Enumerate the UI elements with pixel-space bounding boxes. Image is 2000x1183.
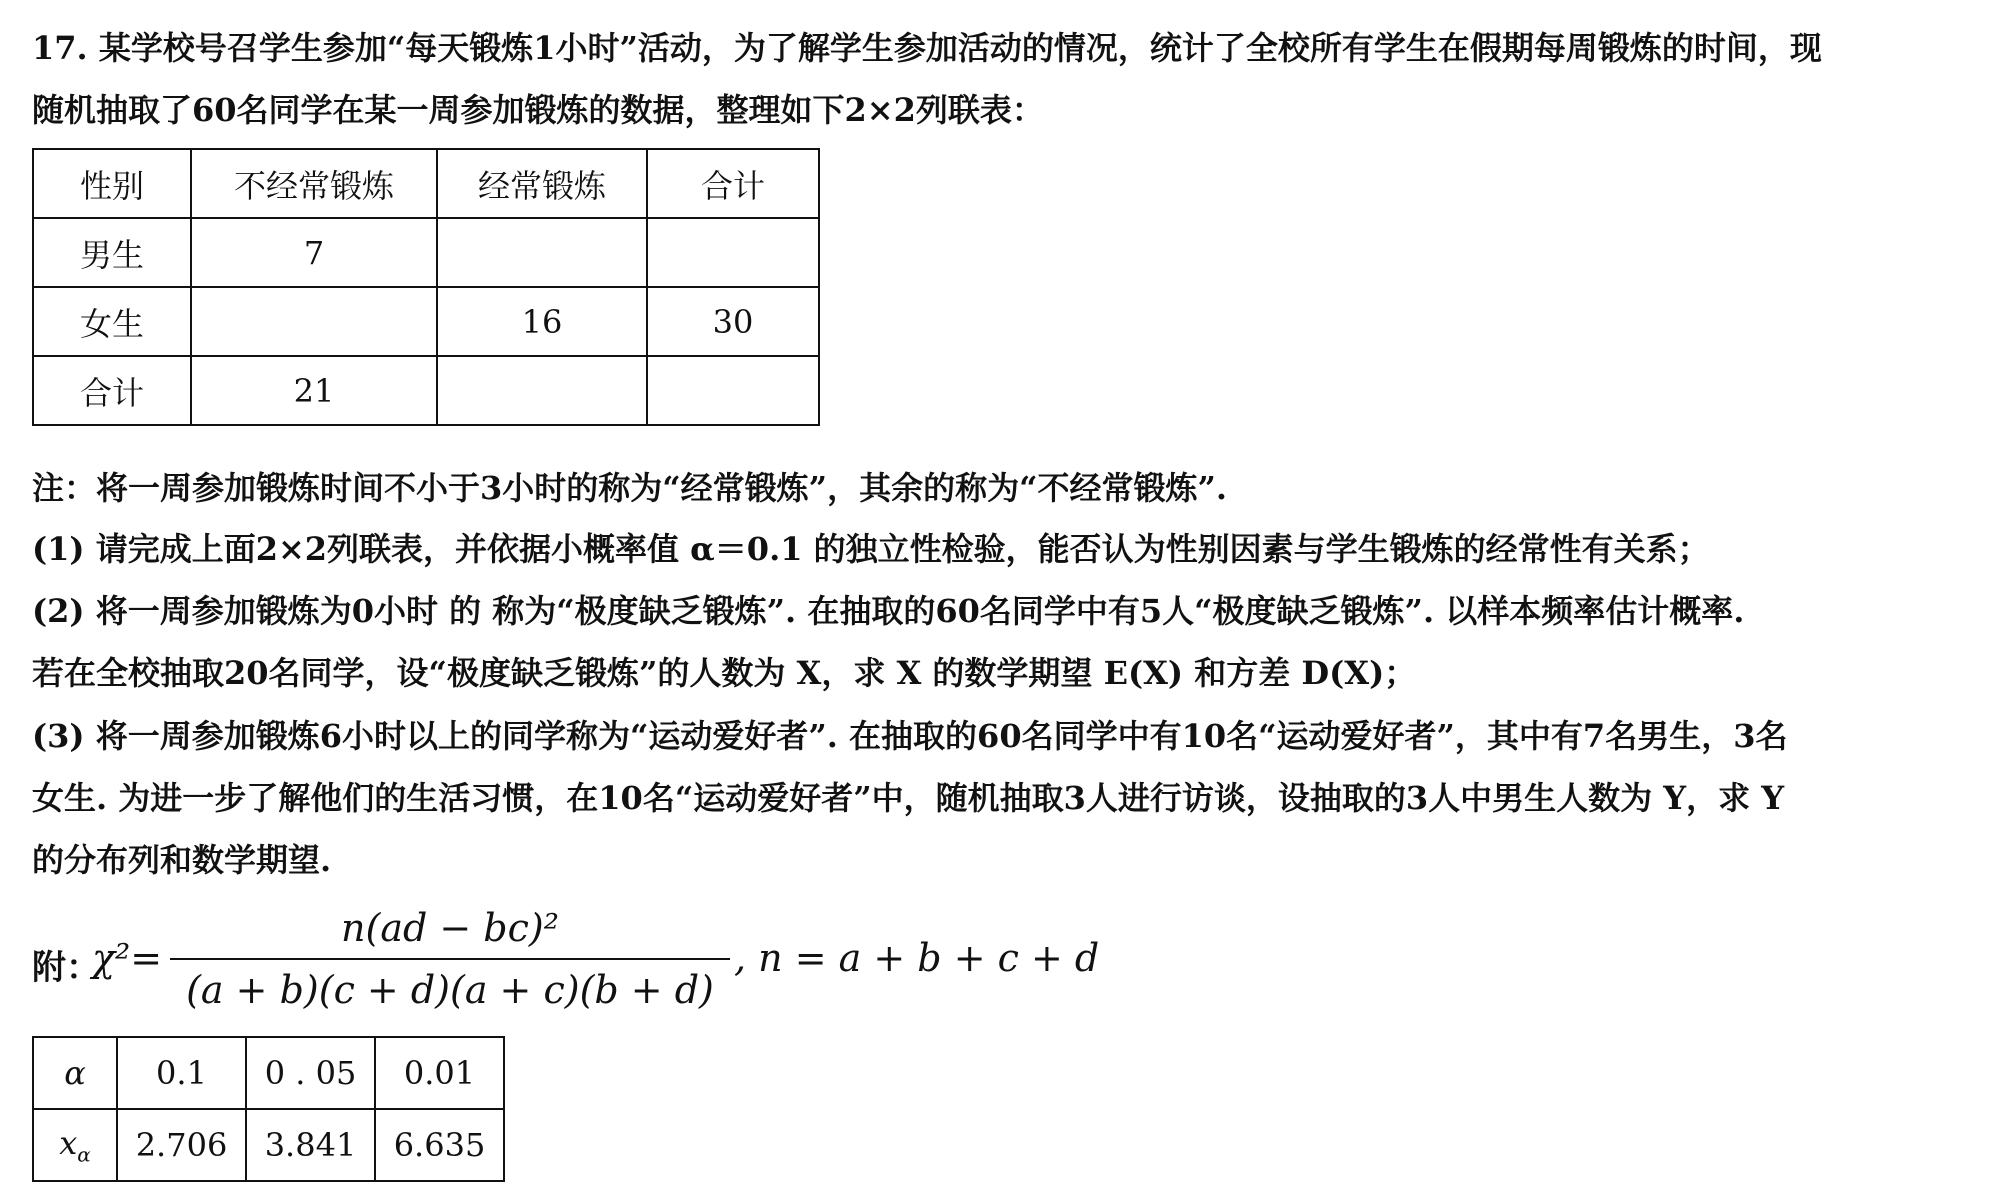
table-row — [33, 356, 819, 425]
cell-total-not-frequent: 21 — [191, 356, 437, 425]
cell-male-not-frequent: 7 — [191, 218, 437, 287]
part-2-text-b: 若在全校抽取20名同学，设“极度缺乏锻炼”的人数为 X，求 X 的数学期望 E(X) 和方差 D(X)； — [32, 654, 1417, 692]
formula-denominator: (a + b)(c + d)(a + c)(b + d) — [186, 968, 714, 1012]
header-total: 合计 — [647, 149, 819, 218]
cell-male-total — [647, 218, 819, 287]
cell-female-frequent: 16 — [437, 287, 647, 356]
part-1-text: (1) 请完成上面2×2列联表，并依据小概率值 α＝0.1 的独立性检验，能否认为性别因素与学生锻炼的经常性有关系； — [32, 530, 1710, 568]
part-2-text-a: (2) 将一周参加锻炼为0小时 的 称为“极度缺乏锻炼”. 在抽取的60名同学中有5人“极度缺乏锻炼”. 以样本频率估计概率. — [32, 592, 1745, 630]
formula-numerator: n(ad − bc)² — [341, 906, 559, 950]
cell-female-not-frequent — [191, 287, 437, 356]
fraction-bar — [170, 958, 730, 960]
row-label-total: 合计 — [33, 356, 191, 425]
alpha-label: α — [33, 1037, 117, 1109]
alpha-value-2: 0 . 05 — [246, 1037, 375, 1109]
chi-square-formula — [32, 902, 1132, 1022]
x-alpha-base: x — [59, 1123, 78, 1162]
part-3-text-a: (3) 将一周参加锻炼6小时以上的同学称为“运动爱好者”. 在抽取的60名同学中有10名“运动爱好者”，其中有7名男生，3名 — [32, 717, 1788, 755]
contingency-table — [32, 148, 820, 426]
part-3-text-b: 女生. 为进一步了解他们的生活习惯，在10名“运动爱好者”中，随机抽取3人进行访谈，设抽取的3人中男生人数为 Y，求 Y — [32, 779, 1785, 817]
note-text: 注：将一周参加锻炼时间不小于3小时的称为“经常锻炼”，其余的称为“不经常锻炼”. — [32, 469, 1228, 507]
x-alpha-label — [33, 1109, 117, 1181]
row-label-male: 男生 — [33, 218, 191, 287]
cell-male-frequent — [437, 218, 647, 287]
problem-line-2: 随机抽取了60名同学在某一周参加锻炼的数据，整理如下2×2列联表： — [32, 91, 1044, 129]
problem-line-1: 17. 某学校号召学生参加“每天锻炼1小时”活动，为了解学生参加活动的情况，统计了全校所有学生在假期每周锻炼的时间，现 — [32, 29, 1822, 67]
row-label-female: 女生 — [33, 287, 191, 356]
table-header-row — [33, 149, 819, 218]
header-gender: 性别 — [33, 149, 191, 218]
x-alpha-subscript: α — [77, 1142, 91, 1167]
table-row — [33, 1037, 504, 1109]
table-row — [33, 287, 819, 356]
formula-lhs: χ²= — [92, 936, 163, 980]
alpha-value-1: 0.1 — [117, 1037, 246, 1109]
formula-fraction — [170, 902, 730, 1016]
cell-total-frequent — [437, 356, 647, 425]
formula-prefix: 附： — [32, 948, 100, 988]
critical-value-3: 6.635 — [375, 1109, 504, 1181]
critical-value-2: 3.841 — [246, 1109, 375, 1181]
cell-grand-total — [647, 356, 819, 425]
table-row — [33, 1109, 504, 1181]
formula-tail: , n = a + b + c + d — [734, 936, 1100, 980]
header-not-frequent: 不经常锻炼 — [191, 149, 437, 218]
critical-value-table — [32, 1036, 505, 1182]
header-frequent: 经常锻炼 — [437, 149, 647, 218]
critical-value-1: 2.706 — [117, 1109, 246, 1181]
table-row — [33, 218, 819, 287]
alpha-value-3: 0.01 — [375, 1037, 504, 1109]
part-3-text-c: 的分布列和数学期望. — [32, 841, 332, 879]
cell-female-total: 30 — [647, 287, 819, 356]
